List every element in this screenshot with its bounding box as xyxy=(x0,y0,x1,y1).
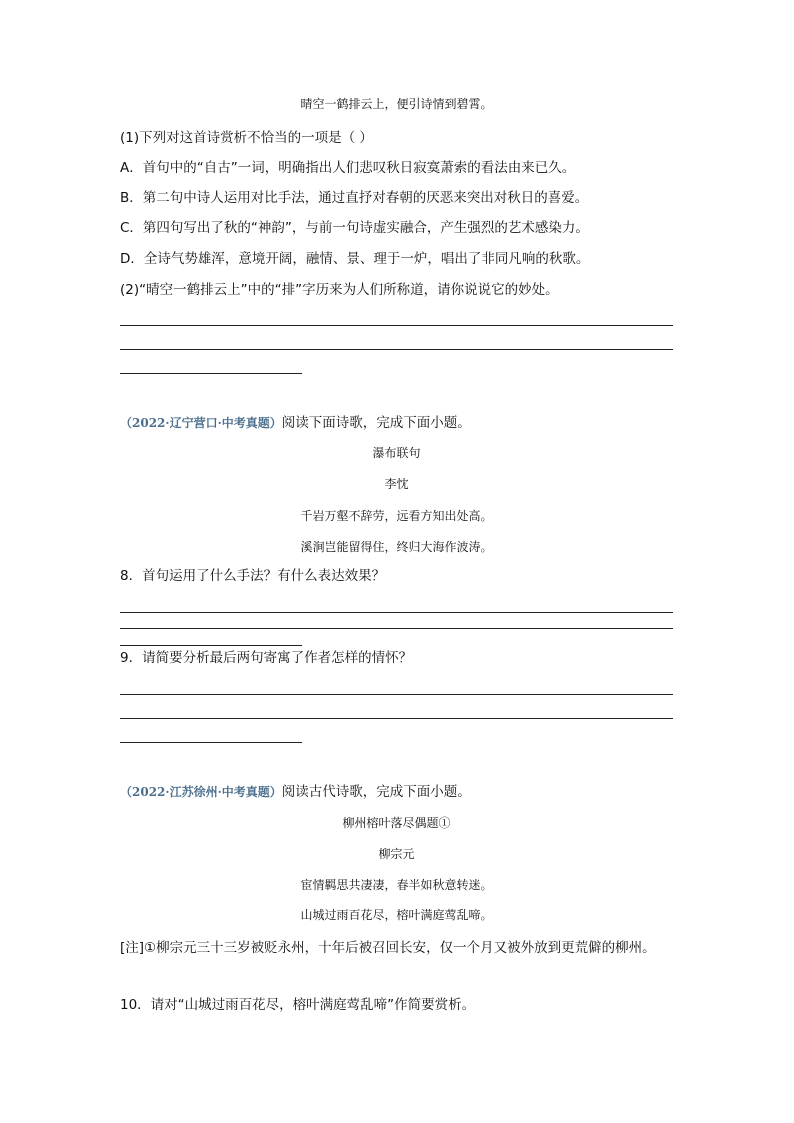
question-10: 10．请对“山城过雨百花尽，榕叶满庭莺乱啼”作简要赏析。 xyxy=(120,997,476,1013)
poem-line: 晴空一鹤排云上，便引诗情到碧霄。 xyxy=(300,97,493,111)
answer-line[interactable] xyxy=(120,742,302,743)
question-8: 8．首句运用了什么手法？有什么表达效果？ xyxy=(120,568,386,584)
source-tag: （2022·江苏徐州·中考真题） xyxy=(120,785,282,799)
poem-author: 李忱 xyxy=(384,477,409,491)
poem-line: 千岩万壑不辞劳，远看方知出处高。 xyxy=(300,509,493,523)
question-9: 9．请简要分析最后两句寄寓了作者怎样的情怀？ xyxy=(120,650,413,666)
section-header xyxy=(120,413,471,433)
poem-title: 柳州榕叶落尽偶题① xyxy=(342,816,451,830)
option-d: D．全诗气势雄浑，意境开阔，融情、景、理于一炉，唱出了非同凡响的秋歌。 xyxy=(120,251,590,267)
answer-line[interactable] xyxy=(120,373,302,374)
poem-title: 瀑布联句 xyxy=(372,446,421,460)
answer-line[interactable] xyxy=(120,628,673,629)
option-a: A．首句中的“自古”一词，明确指出人们悲叹秋日寂寞萧索的看法由来已久。 xyxy=(120,160,576,176)
answer-line[interactable] xyxy=(120,349,673,350)
answer-line[interactable] xyxy=(120,612,673,613)
question-1: (1)下列对这首诗赏析不恰当的一项是（ ） xyxy=(120,130,373,146)
poem-line: 溪涧岂能留得住，终归大海作波涛。 xyxy=(300,540,493,554)
poem-line: 山城过雨百花尽，榕叶满庭莺乱啼。 xyxy=(300,908,493,922)
question-2: (2)“晴空一鹤排云上”中的“排”字历来为人们所称道，请你说说它的妙处。 xyxy=(120,282,559,298)
source-tag: （2022·辽宁营口·中考真题） xyxy=(120,416,282,430)
section-header xyxy=(120,782,471,802)
option-b: B．第二句中诗人运用对比手法，通过直抒对春朝的厌恶来突出对秋日的喜爱。 xyxy=(120,190,589,206)
poem-line: 宦情羁思共凄凄，春半如秋意转迷。 xyxy=(300,878,493,892)
option-c: C．第四句写出了秋的“神韵”，与前一句诗虚实融合，产生强烈的艺术感染力。 xyxy=(120,220,589,236)
answer-line[interactable] xyxy=(120,718,673,719)
answer-line[interactable] xyxy=(120,645,302,646)
instruction: 阅读下面诗歌，完成下面小题。 xyxy=(281,415,471,431)
poem-author: 柳宗元 xyxy=(378,847,415,861)
instruction: 阅读古代诗歌，完成下面小题。 xyxy=(281,784,471,800)
answer-line[interactable] xyxy=(120,694,673,695)
footnote: [注]①柳宗元三十三岁被贬永州，十年后被召回长安，仅一个月又被外放到更荒僻的柳州。 xyxy=(120,940,656,956)
answer-line[interactable] xyxy=(120,325,673,326)
